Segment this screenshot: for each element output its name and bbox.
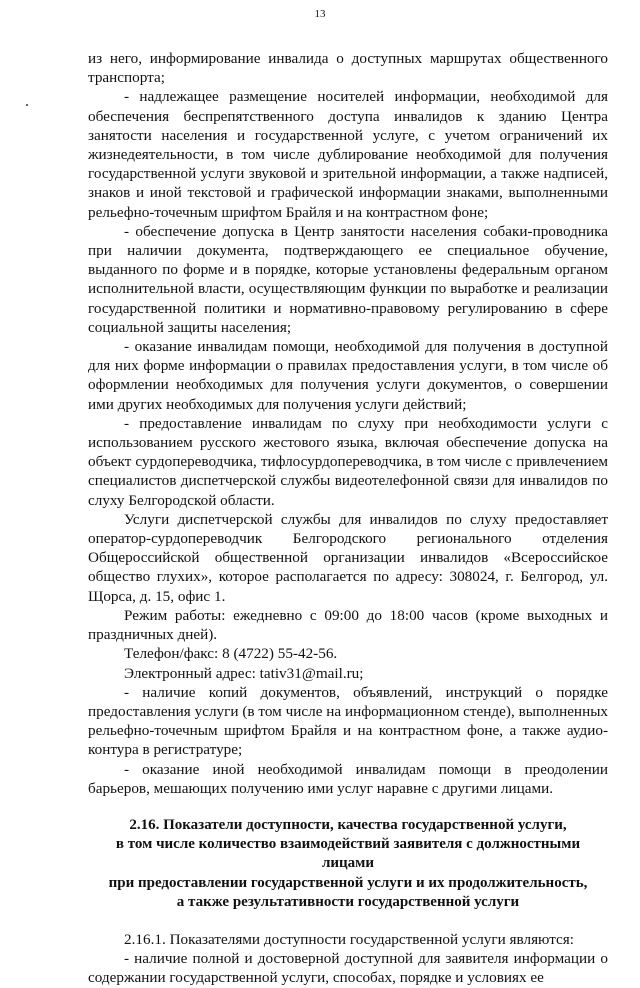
paragraph-assistance: - оказание инвалидам помощи, необходимой для получения в доступной для них форме информации о правилах предоставления услуги, в том числе об оформлении необходимых для получения услуги документов, о совершении ими других необходимых для получения услуги действий; (88, 338, 608, 413)
paragraph-guide-dog: - обеспечение допуска в Центр занятости населения собаки-проводника при наличии документа, подтверждающего ее специальное обучение, выданного по форме и в порядке, которые установлены федеральным органом исполнительной власти, осуществляющим функции по выработке и реализации государственной политики и нормативно-правовому регулированию в сфере социальной защиты населения; (88, 222, 608, 336)
section-heading-line: 2.16. Показатели доступности, качества государственной услуги, (129, 816, 567, 833)
section-heading-line: в том числе количество взаимодействий заявителя с должностными лицами (115, 836, 581, 872)
paragraph-other-help: - оказание иной необходимой инвалидам помощи в преодолении барьеров, мешающих получению ими услуг наравне с другими лицами. (88, 760, 608, 797)
document-body (88, 49, 608, 988)
paragraph-phone: Телефон/факс: 8 (4722) 55-42-56. (124, 645, 338, 663)
scan-dot (26, 104, 28, 106)
paragraph-email: Электронный адрес: tativ31@mail.ru; (124, 664, 364, 682)
paragraph-work-hours: Режим работы: ежедневно с 09:00 до 18:00 часов (кроме выходных и праздничных дней). (88, 606, 608, 644)
section-heading-line: а также результативности государственной услуги (176, 893, 520, 910)
section-heading (88, 816, 608, 912)
paragraph-dispatch-service: Услуги диспетчерской службы для инвалидов по слуху предоставляет оператор-сурдопереводчик Белгородского регионального отделения Общероссийской общественной организации инвалидов «Всероссийское общество глухих», которое располагается по адресу: 308024, г. Белгород, ул. Щорса, д. 15, офис 1. (88, 510, 608, 605)
paragraph-accessibility-indicators: 2.16.1. Показателями доступности государственной услуги являются: (124, 930, 574, 948)
page-number: 13 (314, 8, 326, 20)
paragraph-information-carriers: - надлежащее размещение носителей информации, необходимой для обеспечения беспрепятственного доступа инвалидов к зданию Центра занятости населения и государственной услуге, с учетом ограничений их жизнедеятельности, в том числе дублирование необходимой для получения государственной услуги звуковой и зрительной информации, а также надписей, знаков и иной текстовой и графической информации знаками, выполненными рельефно-точечным шрифтом Брайля и на контрастном фоне; (88, 88, 608, 221)
paragraph-full-information: - наличие полной и достоверной доступной для заявителя информации о содержании государственной услуги, способах, порядке и условиях ее (88, 950, 608, 987)
paragraph-transport-info: из него, информирование инвалида о доступных маршрутах общественного транспорта; (88, 50, 608, 87)
paragraph-braille-copies: - наличие копий документов, объявлений, инструкций о порядке предоставления услуги (в том числе на информационном стенде), выполненных рельефно-точечным шрифтом Брайля и на контрастном фоне, а также аудио-контура в регистратуре; (88, 683, 608, 759)
paragraph-sign-language: - предоставление инвалидам по слуху при необходимости услуги с использованием русского жестового языка, включая обеспечение допуска на объект сурдопереводчика, тифлосурдопереводчика, в том числе с привлечением специалистов диспетчерской службы видеотелефонной связи для инвалидов по слуху Белгородской области. (88, 414, 608, 509)
section-heading-line: при предоставлении государственной услуги и их продолжительность, (108, 874, 588, 891)
